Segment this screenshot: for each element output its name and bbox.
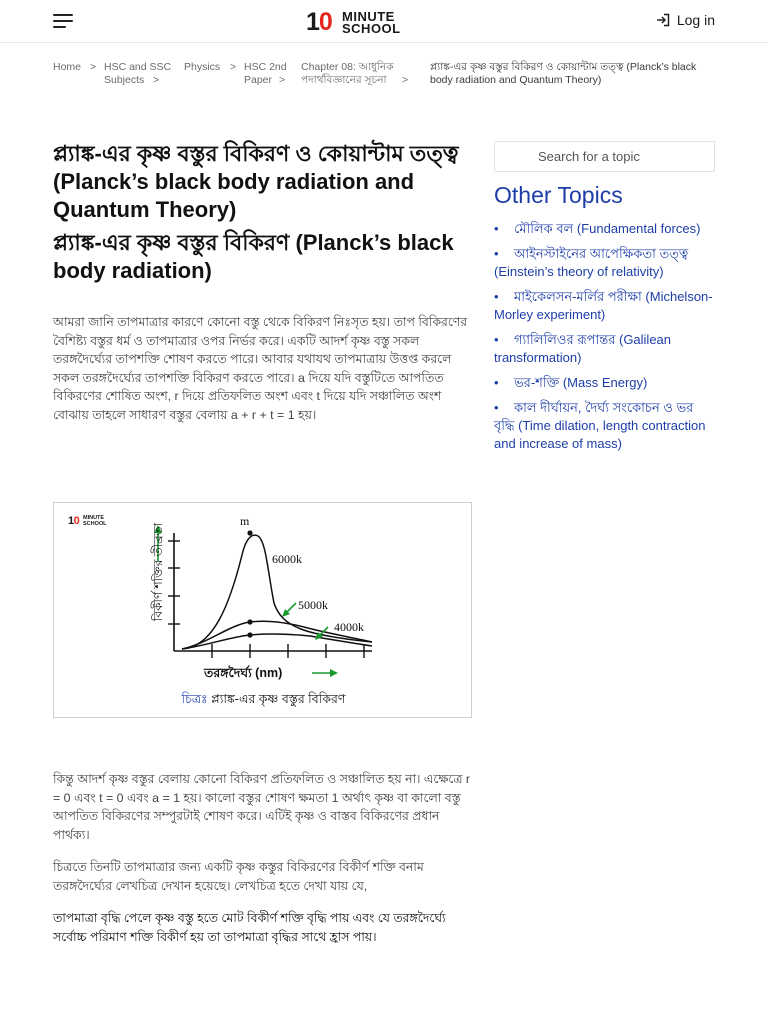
topic-link-galilean[interactable]: • গ্যালিলিওর রূপান্তর (Galilean transformation): [494, 332, 672, 365]
article-subtitle: প্ল্যাঙ্ক-এর কৃষ্ণ বস্তুর বিকিরণ (Planck’s black body radiation): [53, 230, 454, 283]
topic-search-input[interactable]: [495, 142, 714, 171]
login-button[interactable]: [656, 12, 715, 28]
blackbody-graph: [54, 503, 473, 719]
peak-dot-5000k: [247, 619, 252, 624]
breadcrumb-chapter-08[interactable]: Chapter 08: আধুনিক পদার্থবিজ্ঞানের সূচনা: [301, 61, 394, 86]
breadcrumb-hsc-ssc[interactable]: HSC and SSC Subjects: [104, 61, 172, 86]
breadcrumb-separator: >: [402, 74, 409, 86]
y-axis-label: বিকীর্ণ শক্তির তীব্রতা: [151, 522, 165, 621]
peak-dot-6000k: [247, 530, 252, 535]
breadcrumb-hsc-2nd-paper[interactable]: HSC 2nd Paper: [244, 61, 287, 86]
topic-link-fundamental-forces[interactable]: • মৌলিক বল (Fundamental forces): [494, 221, 701, 236]
topic-link-michelson-morley[interactable]: • মাইকেলসন-মর্লির পরীক্ষা (Michelson-Morley experiment): [494, 289, 713, 322]
hamburger-menu-icon[interactable]: [53, 14, 73, 28]
blackbody-figure: [53, 502, 472, 718]
article-title: প্ল্যাঙ্ক-এর কৃষ্ণ বস্তুর বিকিরণ ও কোয়ান্টাম তত্ত্ব (Planck’s black body radiation and Quantum Theory): [53, 141, 459, 222]
curve-label-5000k: 5000k: [298, 598, 328, 612]
login-arrow-icon: [656, 13, 670, 27]
paragraph-ideal-blackbody: কিন্তু আদর্শ কৃষ্ণ বস্তুর বেলায় কোনো বিকিরণ প্রতিফলিত ও সঞ্চালিত হয় না। এক্ষেত্রে r = 0 এবং t = 0 এবং a = 1 হয়। কালো বস্তুর শোষণ ক্ষমতা 1 অর্থাৎ কৃষ্ণ বা কালো বস্তু আপতিত বিকিরণের সম্পুরটাই শোষণ করে। এটিই কৃষ্ণ ও বাস্তব বিকিরণের প্রধান পার্থক্য।: [53, 772, 471, 842]
paragraph-conclusion: তাপমাত্রা বৃদ্ধি পেলে কৃষ্ণ বস্তু হতে মোট বিকীর্ণ শক্তি বৃদ্ধি পায় এবং যে তরঙ্গদৈর্ঘ্যে সর্বোচ্চ পরিমাণ শক্তি বিকীর্ণ হয় তা তাপমাত্রা বৃদ্ধির সাথে হ্রাস পায়।: [53, 911, 446, 944]
login-label: Log in: [676, 12, 715, 28]
breadcrumb-separator: >: [230, 61, 237, 73]
other-topics-title: Other Topics: [494, 182, 623, 208]
breadcrumb-separator: >: [153, 74, 160, 86]
curve-label-4000k: 4000k: [334, 620, 364, 634]
breadcrumb-current: প্ল্যাঙ্ক-এর কৃষ্ণ বস্তুর বিকিরণ ও কোয়ান্টাম তত্ত্ব (Planck’s black body radiation and Quantum Theory): [430, 61, 697, 86]
curve-label-6000k: 6000k: [272, 552, 302, 566]
x-axis-arrow: [312, 669, 338, 677]
peak-dot-4000k: [247, 632, 252, 637]
x-axis-label: তরঙ্গদৈর্ঘ্য (nm): [204, 666, 283, 680]
topic-link-time-dilation[interactable]: • কাল দীর্ঘায়ন, দৈর্ঘ্য সংকোচন ও ভর বৃদ্ধি (Time dilation, length contraction and increase of mass): [494, 400, 706, 451]
figure-caption: চিত্রঃ প্ল্যাঙ্ক-এর কৃষ্ণ বস্তুর বিকিরণ: [181, 692, 346, 706]
breadcrumb-home[interactable]: Home: [53, 61, 82, 73]
breadcrumb-separator: >: [90, 61, 97, 73]
site-logo[interactable]: 10 MINUTE SCHOOL: [306, 8, 401, 36]
pointer-arrow-5000k: [282, 603, 296, 617]
intro-paragraph: আমরা জানি তাপমাত্রার কারণে কোনো বস্তু থেকে বিকিরণ নিঃসৃত হয়। তাপ বিকিরণের বৈশিষ্ট্য বস্তুর ধর্ম ও তাপমাত্রার ওপর নির্ভর করে। একটি আদর্শ কৃষ্ণ বস্তু সকল তরঙ্গদৈর্ঘ্যের তাপশক্তি শোষণ করতে পারে। আবার যথাযথ তাপমাত্রায় উত্তপ্ত করলে সকল তরঙ্গদৈর্ঘ্যের তাপশক্তি বিকিরণ করতে পারে। a দিয়ে যদি বস্তুটিতে আপতিত বিকিরণের শোষিত অংশ, r দিয়ে প্রতিফলিত অংশ এবং t দিয়ে যদি সঞ্চালিত অংশ বোঝায় তাহলে সাধারণ বস্তুর বেলায় a + r + t = 1 হয়।: [53, 315, 468, 422]
other-topics-list: [494, 220, 716, 460]
article: [53, 140, 473, 424]
breadcrumb: [53, 61, 713, 91]
breadcrumb-physics[interactable]: Physics: [184, 61, 221, 73]
topic-link-mass-energy[interactable]: • ভর-শক্তি (Mass Energy): [494, 375, 648, 390]
breadcrumb-separator: >: [279, 74, 286, 86]
site-header: [0, 0, 768, 43]
topic-link-relativity[interactable]: • আইনস্টাইনের আপেক্ষিকতা তত্ত্ব (Einstein’s theory of relativity): [494, 246, 689, 279]
figure-logo: 10 MINUTE SCHOOL: [68, 515, 107, 527]
paragraph-graph-description: চিত্রতে তিনটি তাপমাত্রার জন্য একটি কৃষ্ণ কস্তুর বিকিরণের বিকীর্ণ শক্তি বনাম তরঙ্গদৈর্ঘ্যের লেখচিত্র দেখান হয়েছে। লেখচিত্র হতে দেখা যায় যে,: [53, 860, 424, 893]
article-body-lower: [53, 770, 473, 946]
peak-label: m: [240, 514, 250, 528]
topic-search-box[interactable]: [494, 141, 715, 172]
